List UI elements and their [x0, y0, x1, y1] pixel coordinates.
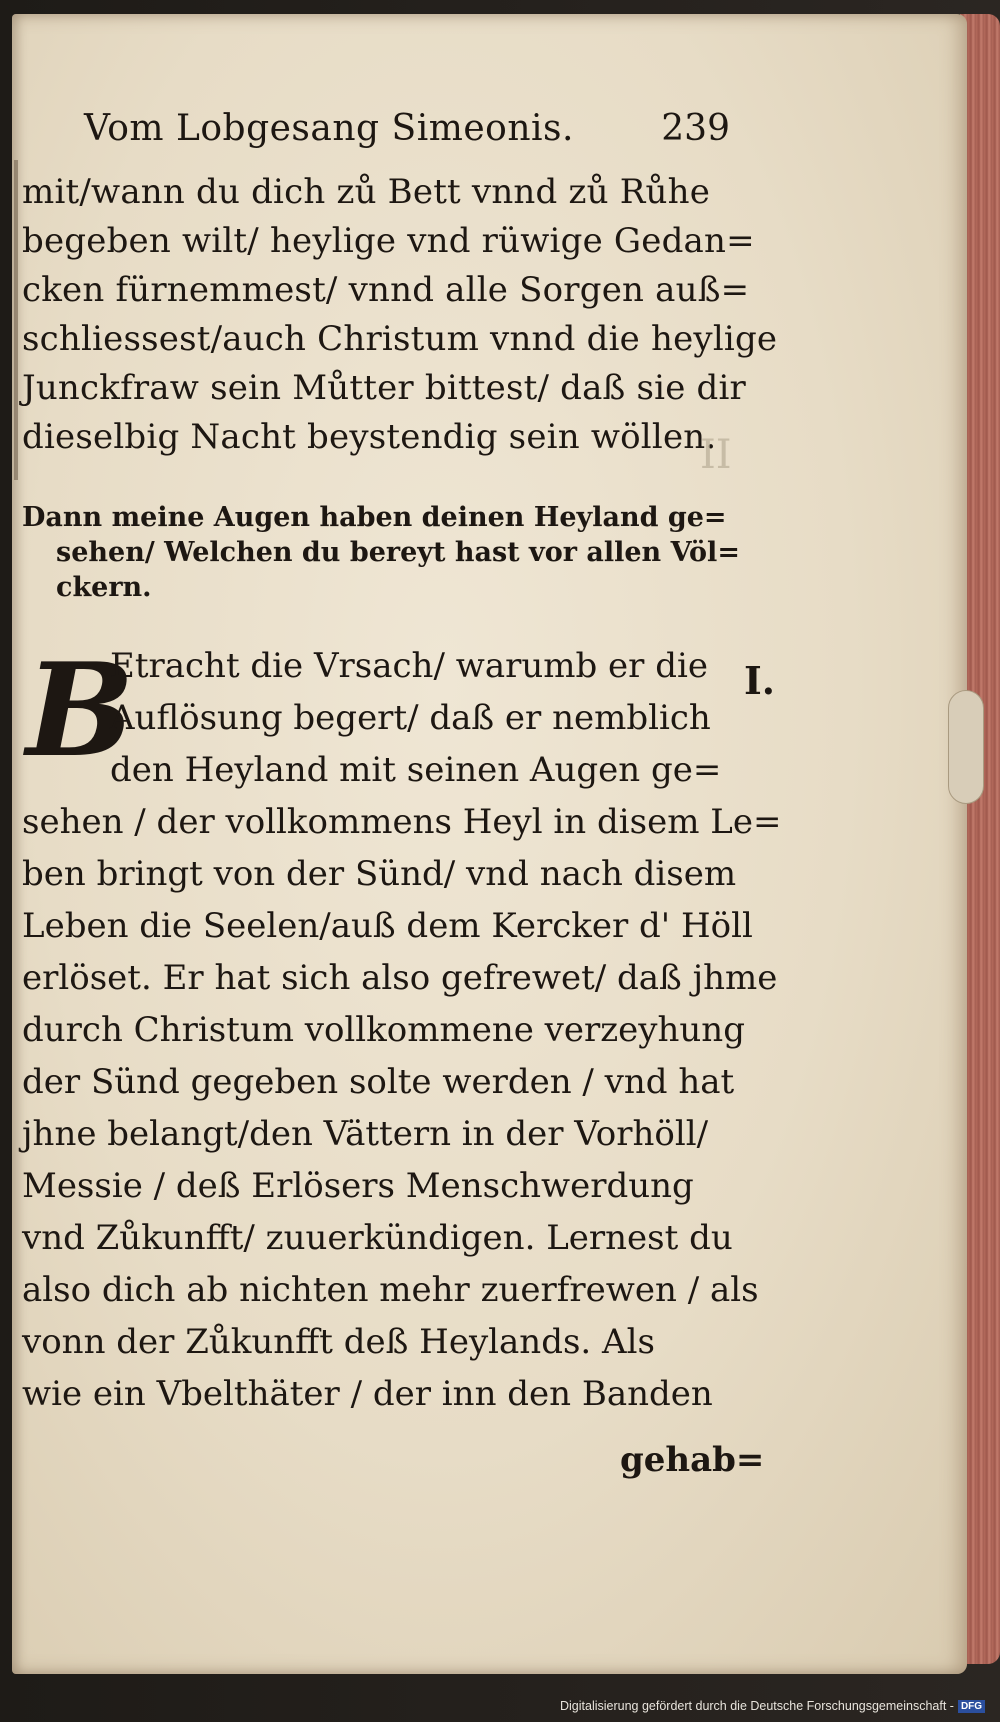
text-line: durch Christum vollkommene verzeyhung [22, 1010, 745, 1050]
text-line: Auflösung begert/ daß er nemblich [110, 698, 711, 738]
text-line: also dich ab nichten mehr zuerfrewen / als [22, 1270, 759, 1310]
catchword: gehab= [620, 1440, 765, 1480]
text-line: der Sünd gegeben solte werden / vnd hat [22, 1062, 735, 1102]
text-line: erlöset. Er hat sich also gefrewet/ daß jhme [22, 958, 778, 998]
text-line: Junckfraw sein Můtter bittest/ daß sie dir [22, 368, 747, 408]
marginal-number: I. [744, 658, 776, 703]
quote-line: Dann meine Augen haben deinen Heyland ge= [22, 502, 727, 533]
text-line: Etracht die Vrsach/ warumb er die [110, 646, 708, 686]
text-line: dieselbig Nacht beystendig sein wöllen. [22, 417, 717, 457]
text-line: den Heyland mit seinen Augen ge= [110, 750, 722, 790]
quote-line: sehen/ Welchen du bereyt hast vor allen Völ= [56, 537, 740, 568]
text-line: cken fürnemmest/ vnnd alle Sorgen auß= [22, 270, 750, 310]
text-line: sehen / der vollkommens Heyl in disem Le= [22, 802, 782, 842]
page-tab-marker [948, 690, 984, 804]
digitization-footer [560, 1696, 985, 1716]
running-title: Vom Lobgesang Simeonis. [84, 108, 574, 149]
text-line: mit/wann du dich zů Bett vnnd zů Růhe [22, 172, 711, 212]
scripture-quote [22, 500, 742, 605]
text-line: ben bringt von der Sünd/ vnd nach disem [22, 854, 737, 894]
text-line: Messie / deß Erlösers Menschwerdung [22, 1166, 694, 1206]
text-line: begeben wilt/ heylige vnd rüwige Gedan= [22, 221, 755, 261]
paragraph-1 [22, 168, 778, 462]
bleed-through-text: II [700, 432, 732, 478]
gutter-shadow [14, 160, 18, 480]
text-line: schliessest/auch Christum vnnd die heylige [22, 319, 778, 359]
quote-line: ckern. [56, 572, 152, 603]
text-line: Leben die Seelen/auß dem Kercker d' Höll [22, 906, 753, 946]
dfg-logo: DFG [958, 1700, 985, 1713]
text-line: vnd Zůkunfft/ zuuerkündigen. Lernest du [22, 1218, 733, 1258]
page-number: 239 [661, 108, 730, 149]
text-line: vonn der Zůkunfft deß Heylands. Als [22, 1322, 655, 1362]
text-line: wie ein Vbelthäter / der inn den Banden [22, 1374, 713, 1414]
paragraph-2 [22, 636, 782, 1420]
drop-cap-initial: B [26, 636, 135, 786]
text-line: jhne belangt/den Vättern in der Vorhöll/ [22, 1114, 709, 1154]
footer-credit-text: Digitalisierung gefördert durch die Deutsche Forschungsgemeinschaft - [560, 1699, 954, 1713]
